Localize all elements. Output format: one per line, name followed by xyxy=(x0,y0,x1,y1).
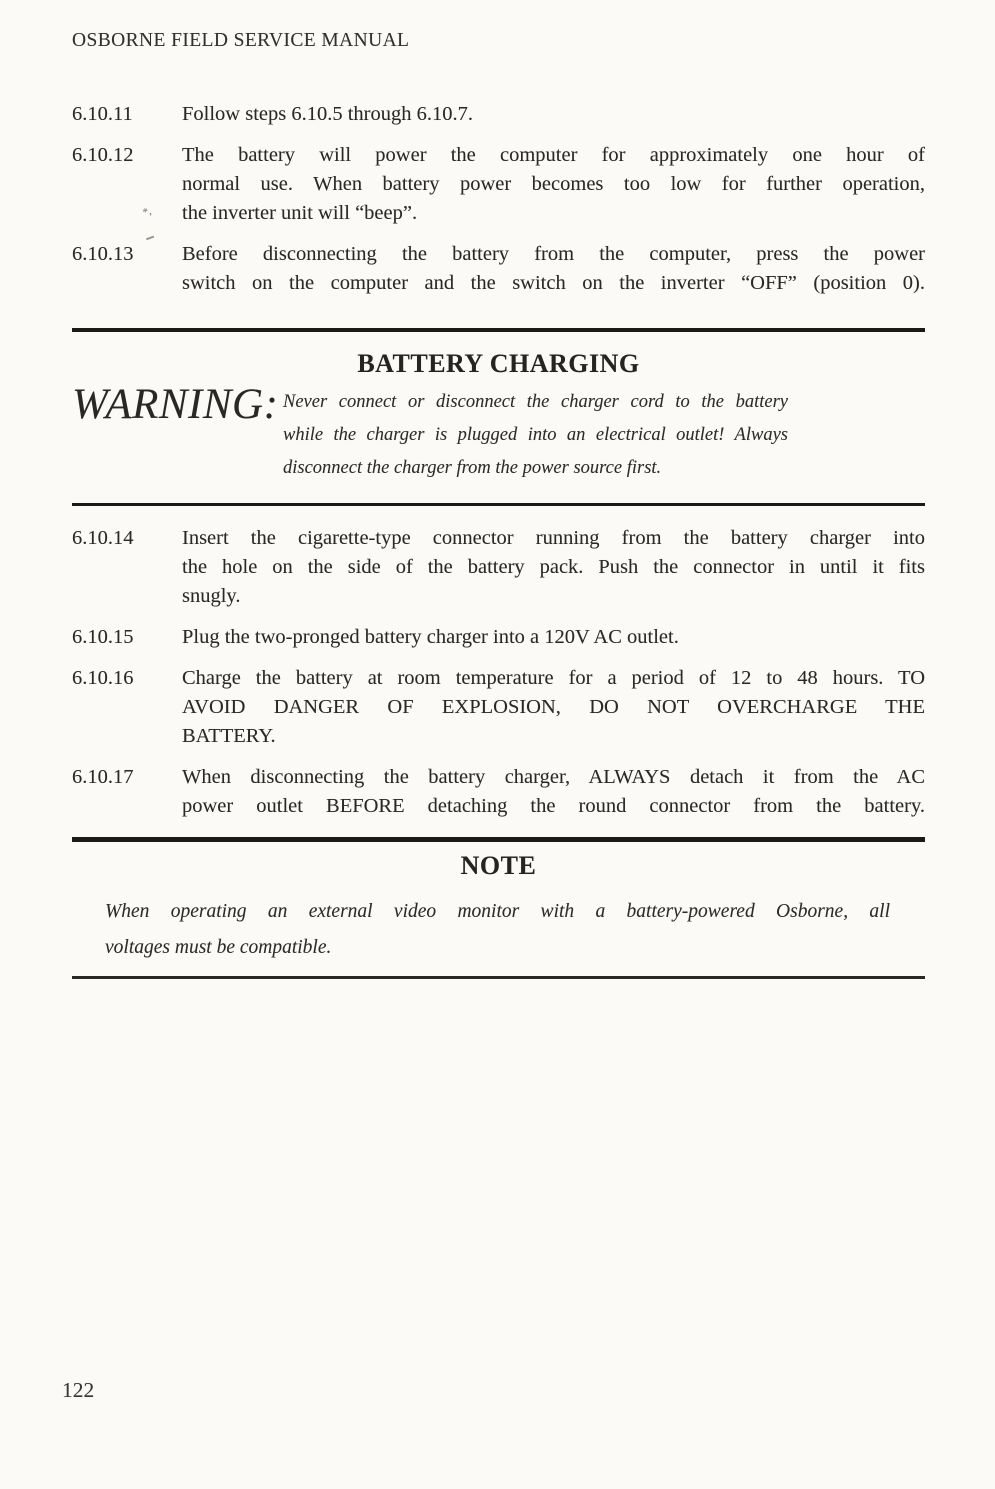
warning-box xyxy=(72,328,925,506)
scan-artifact: *, xyxy=(141,205,153,219)
step-line: power outlet BEFORE detaching the round connector from the battery. xyxy=(182,795,925,817)
step-line: snugly. xyxy=(182,585,241,607)
step-line: normal use. When battery power becomes too low for further operation, xyxy=(182,173,925,195)
steps-section-top xyxy=(72,100,925,298)
step-text xyxy=(182,664,925,751)
step-line: BATTERY. xyxy=(182,725,276,747)
warning-line: Never connect or disconnect the charger cord to the battery xyxy=(283,392,788,412)
step-line: Before disconnecting the battery from the computer, press the power xyxy=(182,243,925,265)
step-number: 6.10.16 xyxy=(72,667,134,689)
warning-label: WARNING: xyxy=(72,381,279,428)
warning-line: while the charger is plugged into an electrical outlet! Always xyxy=(283,425,788,445)
step-6-10-13 xyxy=(72,240,925,298)
step-text xyxy=(182,100,925,129)
step-6-10-11 xyxy=(72,100,925,129)
step-number: 6.10.15 xyxy=(72,626,134,648)
step-number: 6.10.14 xyxy=(72,527,134,549)
step-text xyxy=(182,141,925,228)
step-number: 6.10.11 xyxy=(72,103,133,125)
note-box-title: NOTE xyxy=(460,851,537,880)
step-6-10-16 xyxy=(72,664,925,751)
step-text xyxy=(182,524,925,611)
step-line: AVOID DANGER OF EXPLOSION, DO NOT OVERCHARGE THE xyxy=(182,696,925,718)
warning-box-title: BATTERY CHARGING xyxy=(357,349,640,378)
warning-box-content xyxy=(72,382,925,485)
step-line: the inverter unit will “beep”. xyxy=(182,202,418,224)
step-line: Charge the battery at room temperature for a period of 12 to 48 hours. TO xyxy=(182,667,925,689)
steps-section-bottom xyxy=(72,524,925,821)
page-number: 122 xyxy=(62,1378,95,1402)
step-line: Insert the cigarette-type connector running from the battery charger into xyxy=(182,527,925,549)
step-6-10-14 xyxy=(72,524,925,611)
step-number: 6.10.13 xyxy=(72,243,134,265)
page-header: OSBORNE FIELD SERVICE MANUAL xyxy=(72,30,410,51)
step-6-10-17 xyxy=(72,763,925,821)
note-line: voltages must be compatible. xyxy=(105,937,332,958)
warning-text xyxy=(283,382,788,485)
step-text xyxy=(182,623,925,652)
step-line: The battery will power the computer for approximately one hour of xyxy=(182,144,925,166)
step-line: When disconnecting the battery charger, ALWAYS detach it from the AC xyxy=(182,766,925,788)
step-line: Follow steps 6.10.5 through 6.10.7. xyxy=(182,103,473,125)
warning-line: disconnect the charger from the power source first. xyxy=(283,458,662,478)
step-line: Plug the two-pronged battery charger into a 120V AC outlet. xyxy=(182,626,679,648)
step-6-10-12 xyxy=(72,141,925,228)
step-6-10-15 xyxy=(72,623,925,652)
step-number: 6.10.12 xyxy=(72,144,134,166)
note-text xyxy=(105,894,890,966)
step-number: 6.10.17 xyxy=(72,766,134,788)
step-line: the hole on the side of the battery pack. Push the connector in until it fits xyxy=(182,556,925,578)
step-line: switch on the computer and the switch on the inverter “OFF” (position 0). xyxy=(182,272,925,294)
note-box xyxy=(72,837,925,979)
step-text xyxy=(182,763,925,821)
step-text xyxy=(182,240,925,298)
note-line: When operating an external video monitor with a battery-powered Osborne, all xyxy=(105,901,890,922)
